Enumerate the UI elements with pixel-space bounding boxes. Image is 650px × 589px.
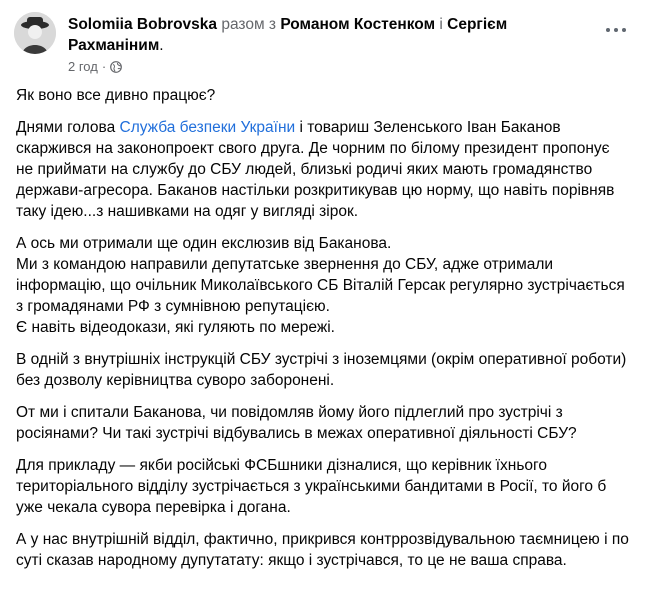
with-text: разом з — [221, 16, 277, 33]
avatar-photo — [14, 12, 56, 54]
globe-icon[interactable] — [110, 61, 122, 73]
sbu-page-link[interactable]: Служба безпеки України — [119, 119, 296, 136]
period: . — [159, 37, 164, 54]
paragraph-7: А у нас внутрішній відділ, фактично, прикрився контррозвідувальною таємницею і по суті сказав народному дупутатату: якщо і зустрічався, то це не ваша справа. — [16, 531, 629, 569]
tagged-person-1[interactable]: Романом Костенком — [280, 16, 436, 33]
post-body — [16, 85, 631, 582]
paragraph-3-line-1: А ось ми отримали ще один екслюзив від Баканова. — [16, 235, 392, 252]
tagged-person-2[interactable]: Сергієм Рахманіним — [68, 16, 508, 54]
paragraph-6: Для прикладу — якби російські ФСБшники дізналися, що керівник їхнього територіального відділу зустрічається з українськими бандитами в Росії, то його б уже чекала сувора перевірка і догана. — [16, 457, 607, 516]
more-options-icon[interactable] — [602, 20, 630, 40]
author-avatar[interactable] — [14, 12, 56, 54]
post-timestamp[interactable]: 2 год — [68, 59, 98, 74]
author-name[interactable]: Solomiia Bobrovska — [68, 16, 218, 33]
paragraph-2 — [16, 117, 631, 222]
paragraph-4: В одній з внутрішніх інструкцій СБУ зустрічі з іноземцями (окрім оперативної роботи) без дозволу керівництва суворо заборонені. — [16, 351, 627, 389]
paragraph-3 — [16, 233, 631, 338]
post-header — [14, 12, 634, 80]
paragraph-3-line-3: Є навіть відеодокази, які гуляють по мережі. — [16, 319, 335, 336]
paragraph-1: Як воно все дивно працює? — [16, 87, 216, 104]
paragraph-2-start: Днями голова — [16, 119, 120, 136]
post-meta — [68, 59, 122, 75]
meta-separator: · — [101, 59, 107, 74]
paragraph-2-rest: і товариш Зеленського Іван Баканов скаржився на законопроект свого друга. Де чорним по білому президент пропонує не приймати на службу до СБУ людей, близькі родичі яких мають громадянство держави-агресора. Баканов настільки розкритикував цю норму, що навіть порівняв таку ідею...з нашивками на одяг у вигляді зірок. — [16, 119, 615, 220]
paragraph-5: От ми і спитали Баканова, чи повідомляв йому його підлеглий про зустрічі з росіянами? Чи такі зустрічі відбувались в межах оперативної діяльності СБУ? — [16, 404, 577, 442]
paragraph-3-line-2: Ми з командою направили депутатське звернення до СБУ, адже отримали інформацію, що очільник Миколаївського СБ Віталій Герсак регулярно зустрічається з громадянами РФ з сумнівною репутацією. — [16, 256, 625, 315]
author-line — [68, 14, 588, 56]
and-text: і — [439, 16, 443, 33]
